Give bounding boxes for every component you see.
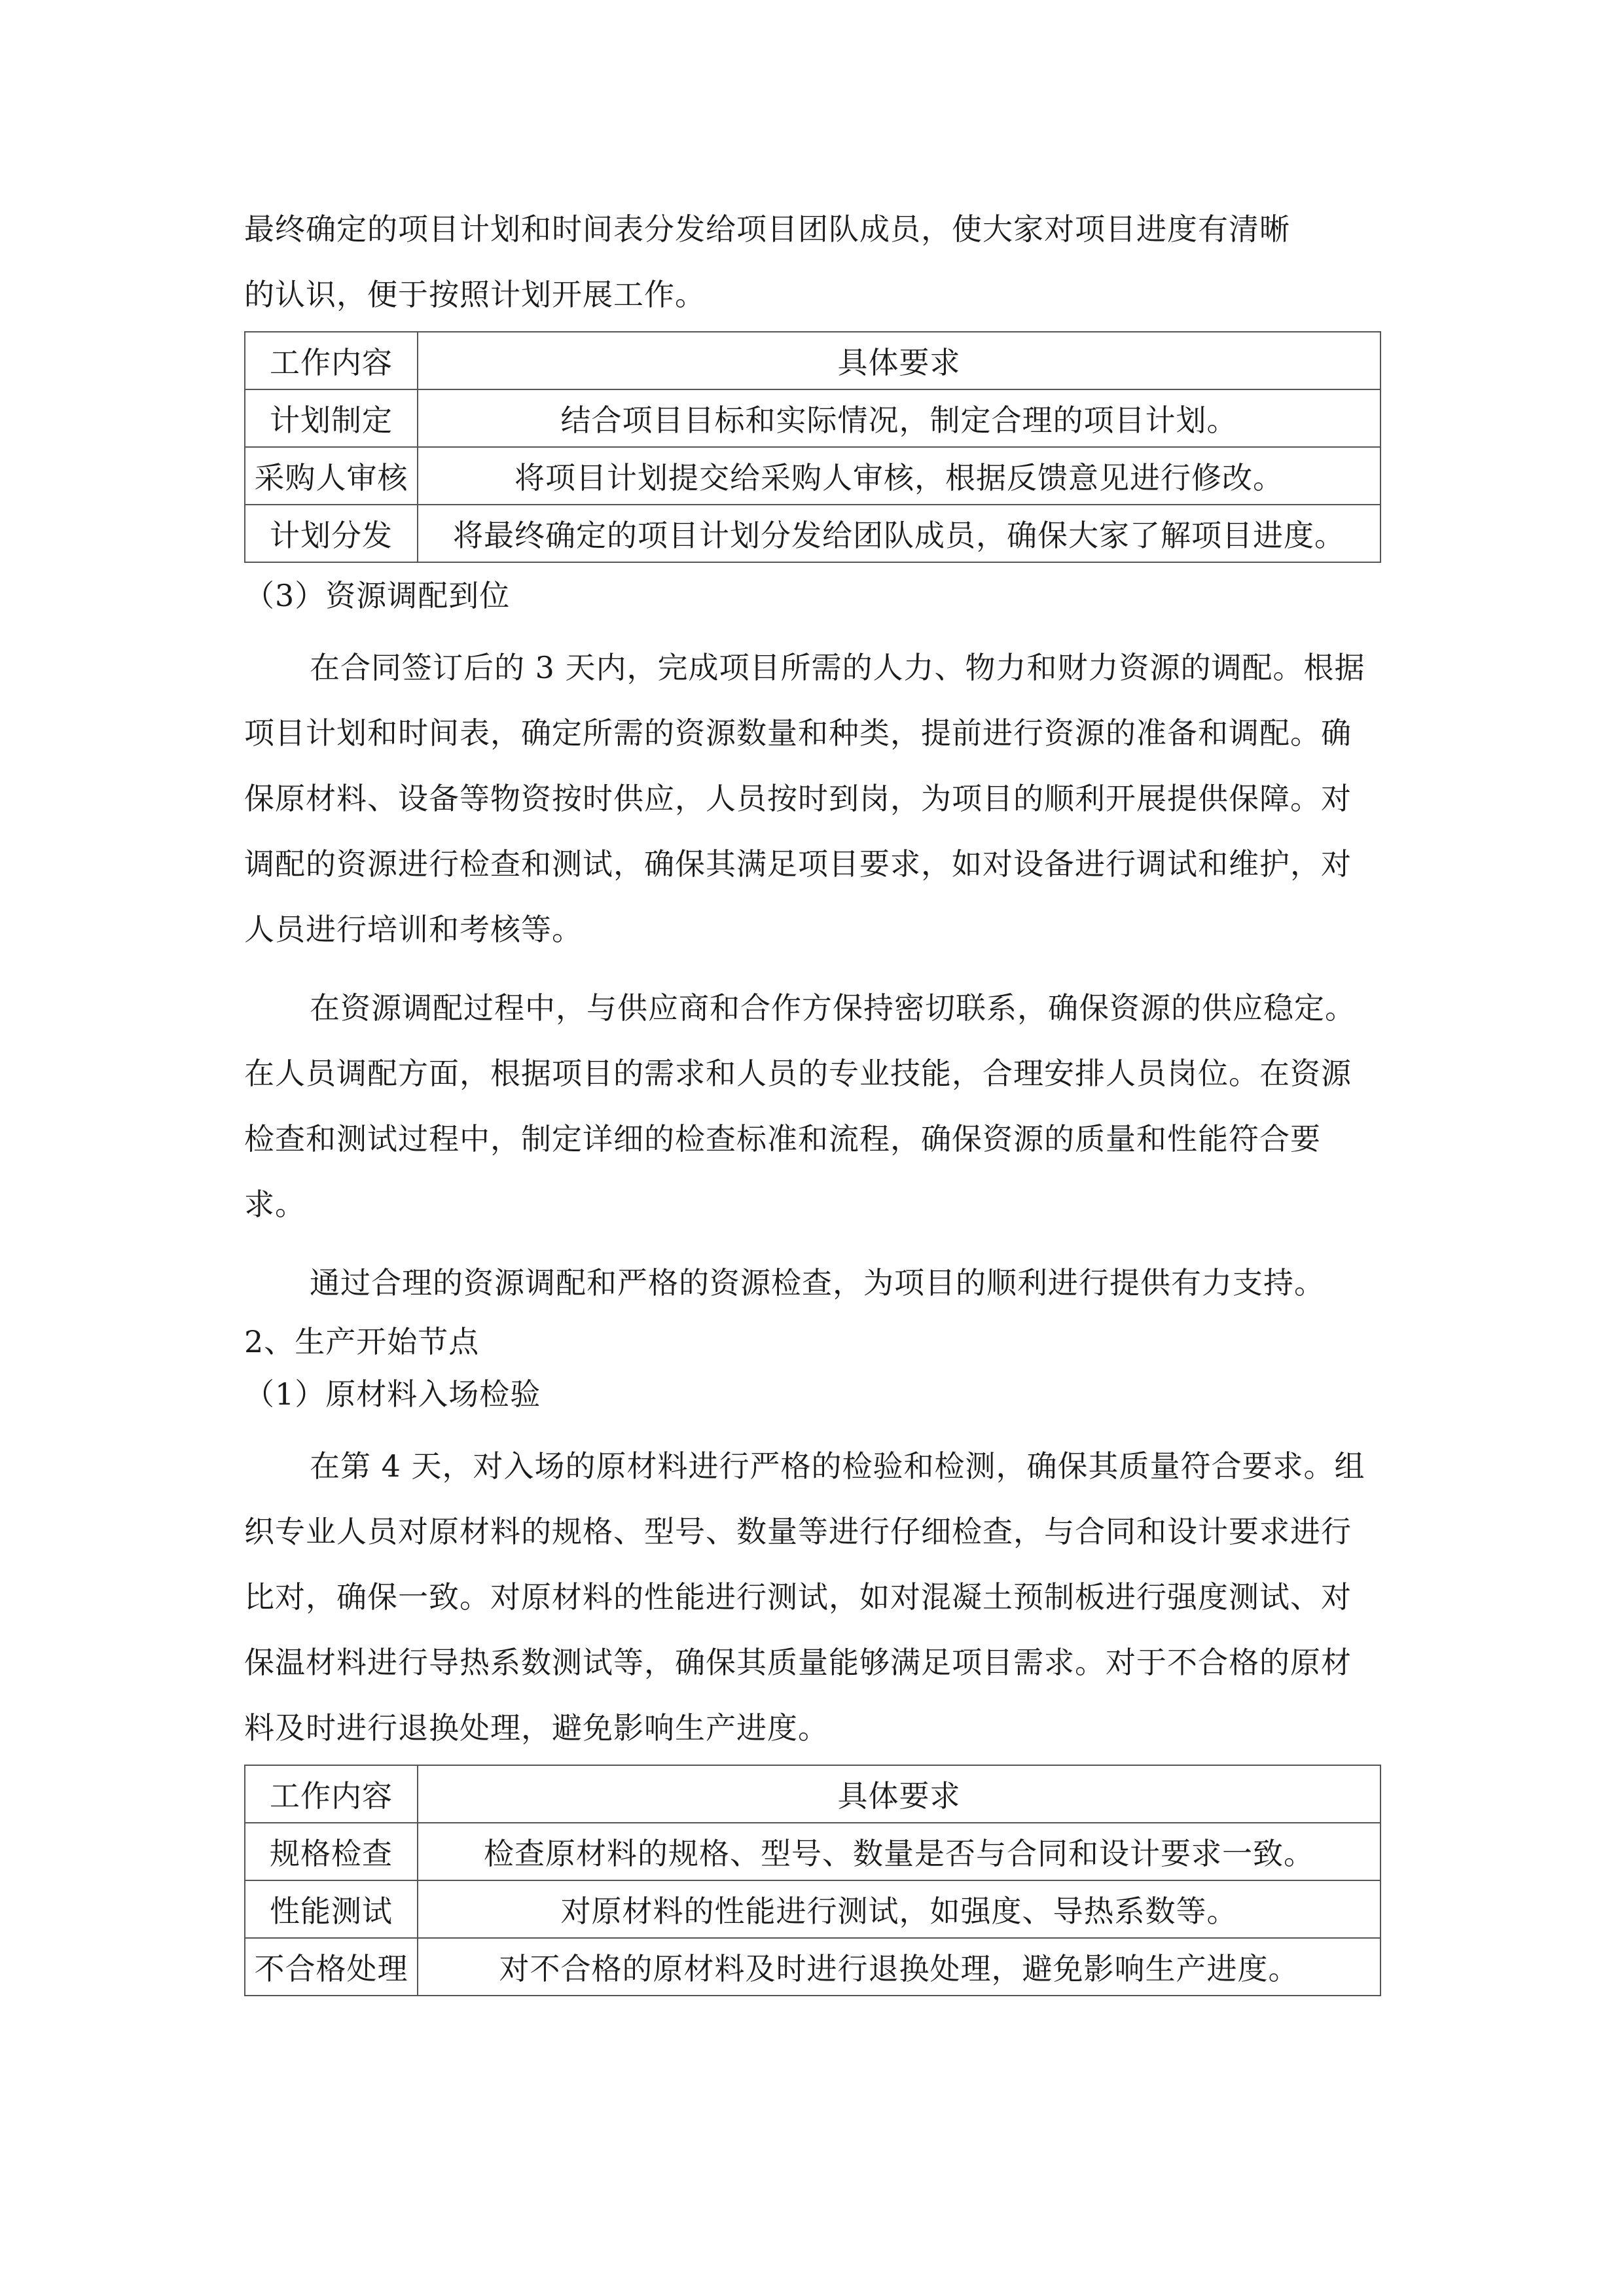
paragraph: 在资源调配过程中，与供应商和合作方保持密切联系，确保资源的供应稳定。在人员调配方面，根据项目的需求和人员的专业技能，合理安排人员岗位。在资源检查和测试过程中，制定详细的检查标准和流程，确保资源的质量和性能符合要求。 — [244, 990, 1356, 1222]
table-header-cell: 具体要求 — [418, 332, 1380, 389]
table-cell: 不合格处理 — [245, 1938, 418, 1996]
table-row — [245, 1938, 1380, 1996]
document-page — [244, 196, 1381, 2003]
intro-line-2: 的认识，便于按照计划开展工作。 — [244, 277, 706, 312]
table-header-row — [245, 332, 1380, 389]
table-header-cell: 工作内容 — [245, 1765, 418, 1823]
inspection-table — [244, 1765, 1381, 1996]
inspection-table-block — [244, 1765, 1381, 1996]
table-cell: 对不合格的原材料及时进行退换处理，避免影响生产进度。 — [418, 1938, 1380, 1996]
table-cell: 将项目计划提交给采购人审核，根据反馈意见进行修改。 — [418, 447, 1380, 505]
paragraph: 在第 4 天，对入场的原材料进行严格的检验和检测，确保其质量符合要求。组织专业人员对原材料的规格、型号、数量等进行仔细检查，与合同和设计要求进行比对，确保一致。对原材料的性能进行测试，如对混凝土预制板进行强度测试、对保温材料进行导热系数测试等，确保其质量能够满足项目需求。对于不合格的原材料及时进行退换处理，避免影响生产进度。 — [244, 1448, 1365, 1746]
table-cell: 规格检查 — [245, 1823, 418, 1880]
table-cell: 检查原材料的规格、型号、数量是否与合同和设计要求一致。 — [418, 1823, 1380, 1880]
plan-table-block — [244, 331, 1381, 563]
table-cell: 结合项目目标和实际情况，制定合理的项目计划。 — [418, 389, 1380, 447]
table-row — [245, 505, 1380, 562]
section-heading-production: 2、生产开始节点 — [244, 1324, 480, 1359]
table-cell: 采购人审核 — [245, 447, 418, 505]
paragraph: 通过合理的资源调配和严格的资源检查，为项目的顺利进行提供有力支持。 — [310, 1265, 1325, 1300]
table-row — [245, 447, 1380, 505]
subsection-heading-material: （1）原材料入场检验 — [244, 1376, 541, 1412]
table-cell: 计划分发 — [245, 505, 418, 562]
section-heading-resource: （3）资源调配到位 — [244, 578, 511, 613]
table-row — [245, 389, 1380, 447]
table-cell: 对原材料的性能进行测试，如强度、导热系数等。 — [418, 1880, 1380, 1938]
table-header-cell: 具体要求 — [418, 1765, 1380, 1823]
paragraph: 在合同签订后的 3 天内，完成项目所需的人力、物力和财力资源的调配。根据项目计划和时间表，确定所需的资源数量和种类，提前进行资源的准备和调配。确保原材料、设备等物资按时供应，人员按时到岗，为项目的顺利开展提供保障。对调配的资源进行检查和测试，确保其满足项目要求，如对设备进行调试和维护，对人员进行培训和考核等。 — [244, 650, 1365, 947]
table-cell: 计划制定 — [245, 389, 418, 447]
table-row — [245, 1823, 1380, 1880]
table-header-cell: 工作内容 — [245, 332, 418, 389]
plan-table — [244, 331, 1381, 563]
table-cell: 将最终确定的项目计划分发给团队成员，确保大家了解项目进度。 — [418, 505, 1380, 562]
table-header-row — [245, 1765, 1380, 1823]
table-cell: 性能测试 — [245, 1880, 418, 1938]
intro-line-1: 最终确定的项目计划和时间表分发给项目团队成员，使大家对项目进度有清晰 — [244, 211, 1290, 247]
table-row — [245, 1880, 1380, 1938]
